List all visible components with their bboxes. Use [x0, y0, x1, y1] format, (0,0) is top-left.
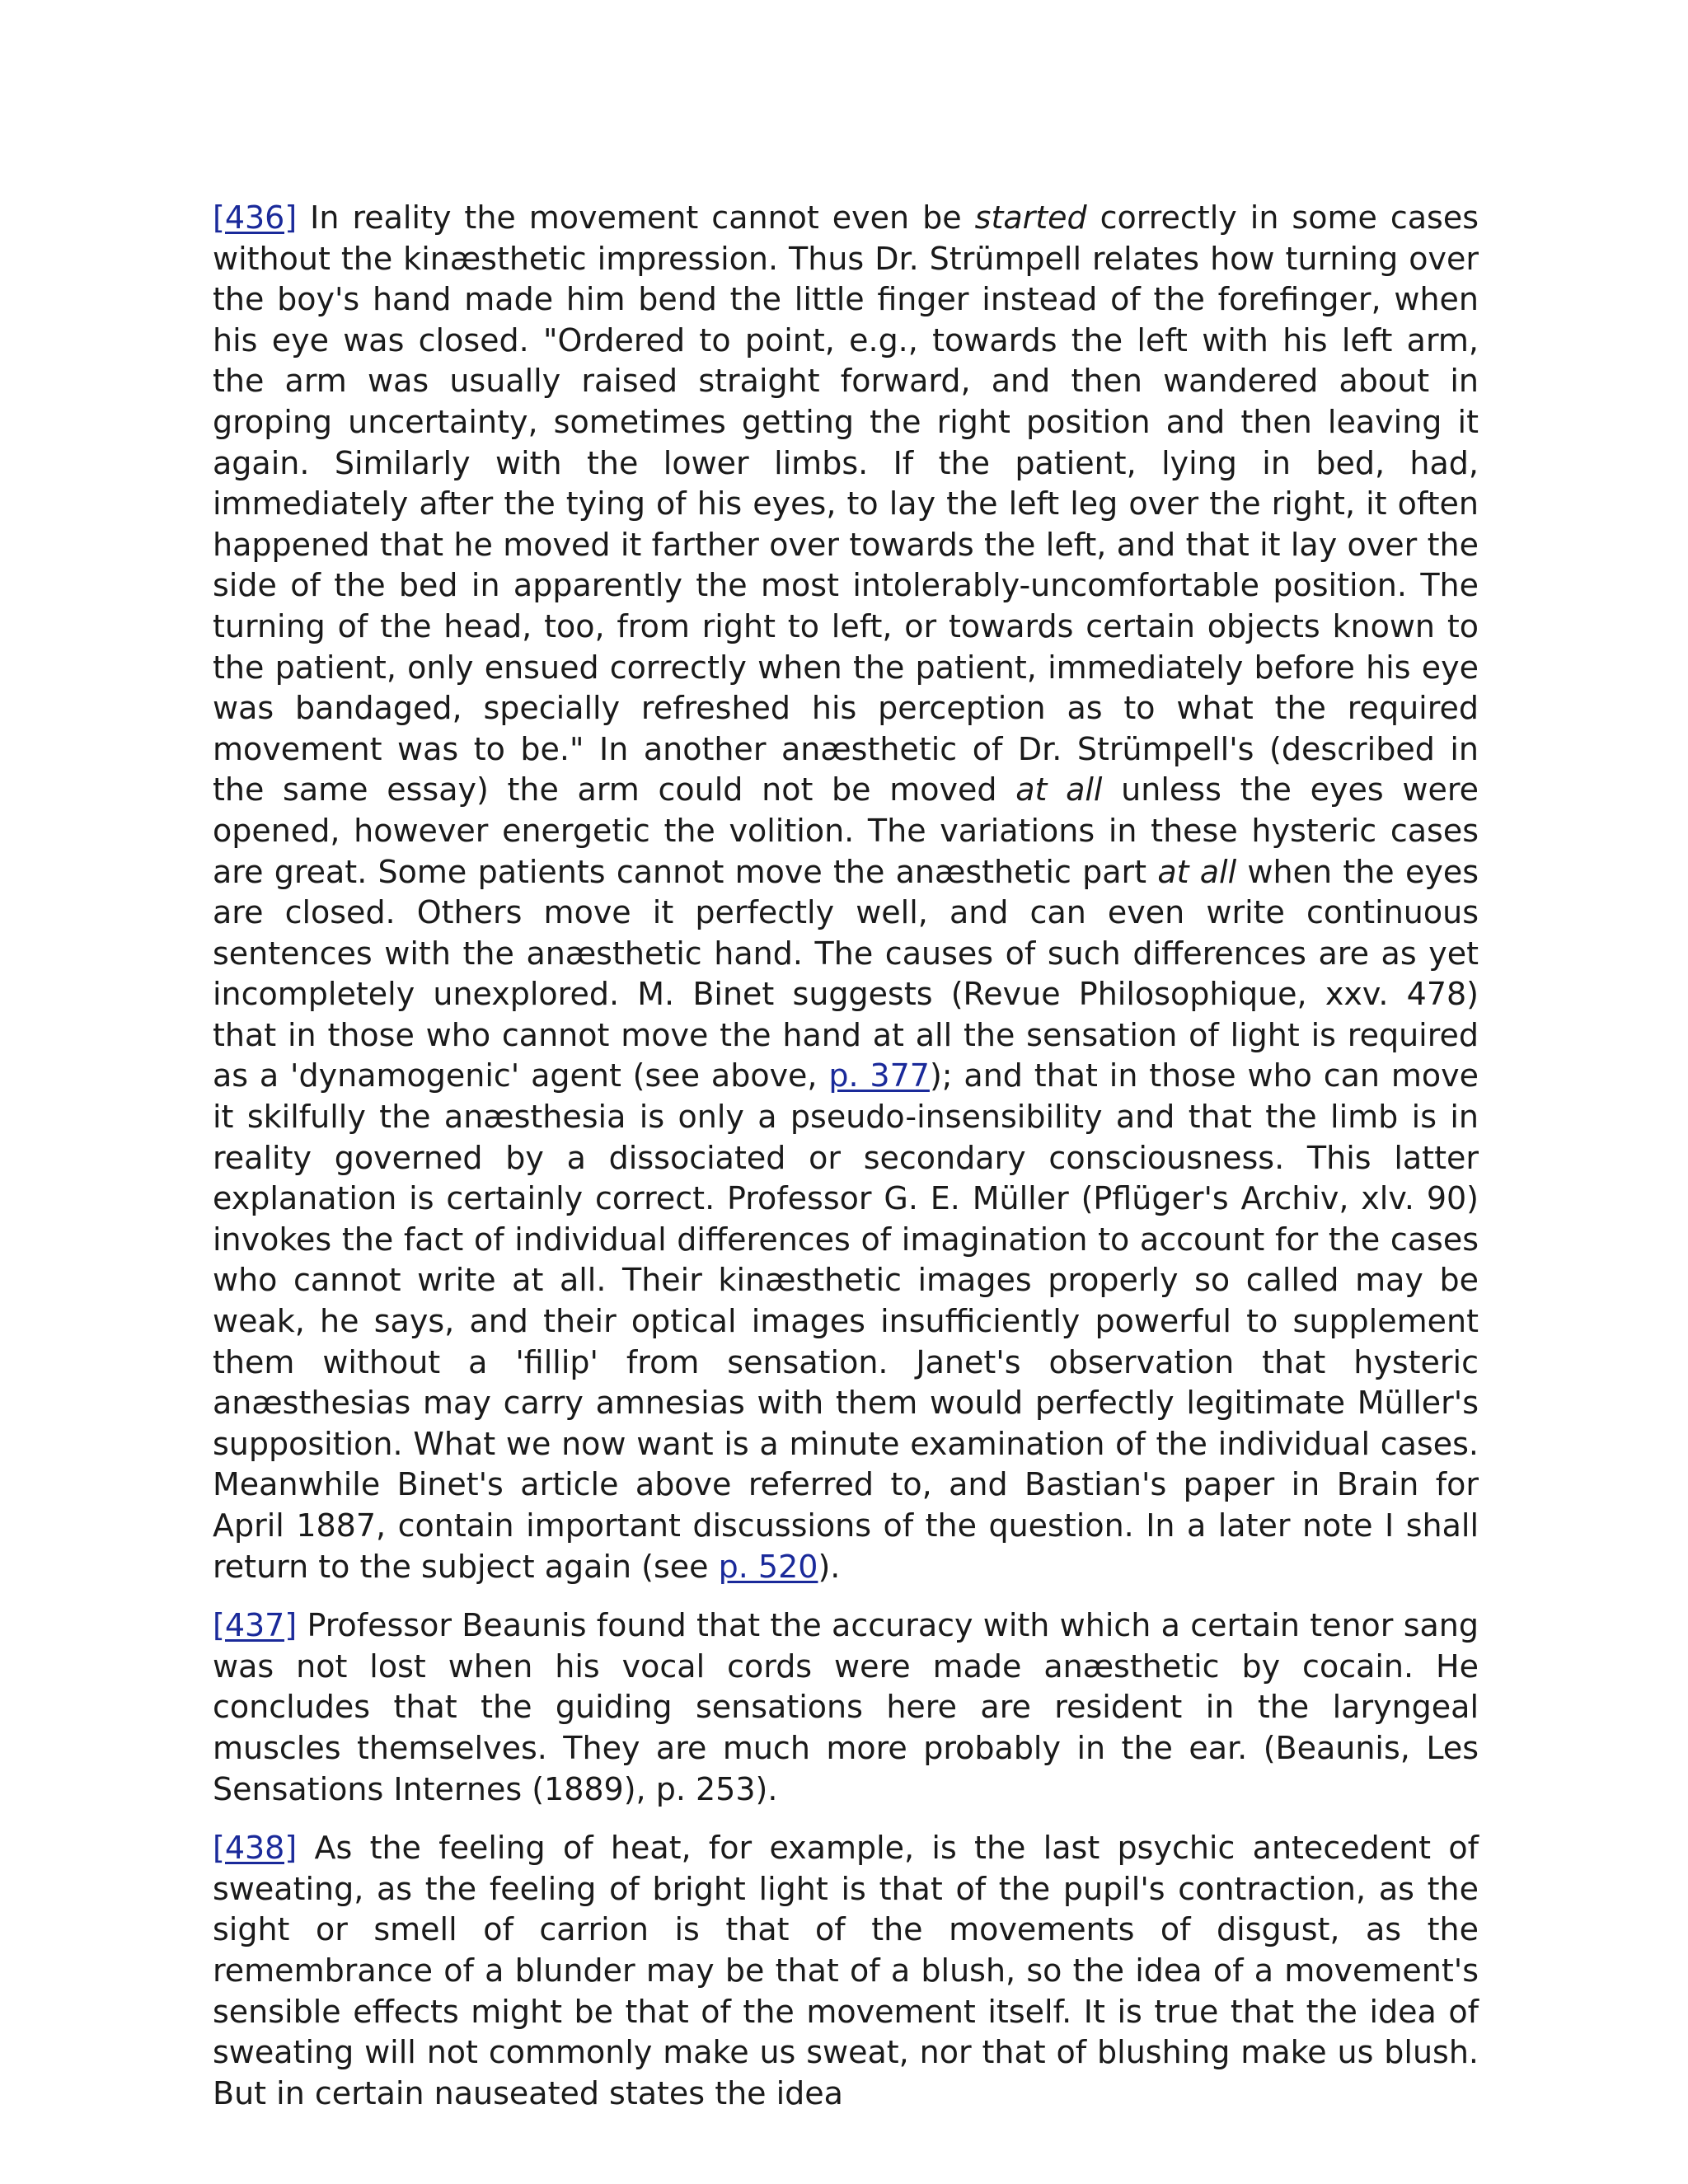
footnote-437-text: Professor Beaunis found that the accuracy with which a certain tenor sang was not lost when his vocal cords were made anæsthetic by cocain. He concludes that the guiding sensations here are resident in the laryngeal muscles themselves. They are much more probably in the ear. (Beaunis, Les Sensations Internes (1889), p. 253). — [213, 1607, 1479, 1807]
footnote-436-text: when the eyes are closed. Others move it perfectly well, and can even write continuous sentences with the anæsthetic hand. The causes of such differences are as yet incompletely unexplored. M. Binet suggests (Revue Philosophique, xxv. 478) that in those who cannot move the hand at all the sensation of light is required as a 'dynamogenic' agent (see above, — [213, 853, 1479, 1094]
footnote-436-text: unless the eyes were opened, however energetic the volition. The variations in these hysteric cases are great. Some patients cannot move the anæsthetic part — [213, 771, 1479, 890]
footnote-436-text: ); and that in those who can move it skilfully the anæsthesia is only a pseudo-insensibility and that the limb is in reality governed by a dissociated or secondary consciousness. This latter explanation is certainly correct. Professor G. E. Müller (Pflüger's Archiv, xlv. 90) invokes the fact of individual differences of imagination to account for the cases who cannot write at all. Their kinæsthetic images properly so called may be weak, he says, and their optical images insufficiently powerful to supplement them without a 'fillip' from sensation. Janet's observation that hysteric anæsthesias may carry amnesias with them would perfectly legitimate Müller's supposition. What we now want is a minute examination of the individual cases. Meanwhile Binet's article above referred to, and Bastian's paper in Brain for April 1887, contain important discussions of the question. In a later note I shall return to the subject again (see — [213, 1057, 1479, 1585]
footnote-ref-438[interactable]: [438] — [213, 1830, 298, 1867]
page-link-520[interactable]: p. 520 — [718, 1548, 818, 1585]
footnote-436-text: correctly in some cases without the kinæsthetic impression. Thus Dr. Strümpell relates how turning over the boy's hand made him bend the little finger instead of the forefinger, when his eye was closed. "Ordered to point, e.g., towards the left with his left arm, the arm was usually raised straight forward, and then wandered about in groping uncertainty, sometimes getting the right position and then leaving it again. Similarly with the lower limbs. If the patient, lying in bed, had, immediately after the tying of his eyes, to lay the left leg over the right, it often happened that he moved it farther over towards the left, and that it lay over the side of the bed in apparently the most intolerably-uncomfortable position. The turning of the head, too, from right to left, or towards certain objects known to the patient, only ensued correctly when the patient, immediately before his eye was bandaged, specially refreshed his perception as to what the required movement was to be." In another anæsthetic of Dr. Strümpell's (described in the same essay) the arm could not be moved — [213, 199, 1479, 808]
footnote-436-emphasis: started — [974, 199, 1087, 236]
footnote-438 — [213, 1828, 1479, 2114]
footnote-438-text: As the feeling of heat, for example, is the last psychic antecedent of sweating, as the feeling of bright light is that of the pupil's contraction, as the sight or smell of carrion is that of the movements of disgust, as the remembrance of a blunder may be that of a blush, so the idea of a movement's sensible effects might be that of the movement itself. It is true that the idea of sweating will not commonly make us sweat, nor that of blushing make us blush. But in certain nauseated states the idea — [213, 1830, 1479, 2111]
footnote-ref-437[interactable]: [437] — [213, 1607, 298, 1644]
footnote-436-text: ). — [818, 1548, 841, 1585]
footnote-436-text: In reality the movement cannot even be — [297, 199, 975, 236]
footnote-437 — [213, 1605, 1479, 1810]
footnote-436-emphasis: at all — [1157, 853, 1237, 890]
footnote-ref-436[interactable]: [436] — [213, 199, 298, 236]
footnote-436 — [213, 198, 1479, 1587]
page-link-377[interactable]: p. 377 — [828, 1057, 930, 1094]
document-page — [213, 198, 1479, 2132]
footnote-436-emphasis: at all — [1015, 771, 1103, 808]
